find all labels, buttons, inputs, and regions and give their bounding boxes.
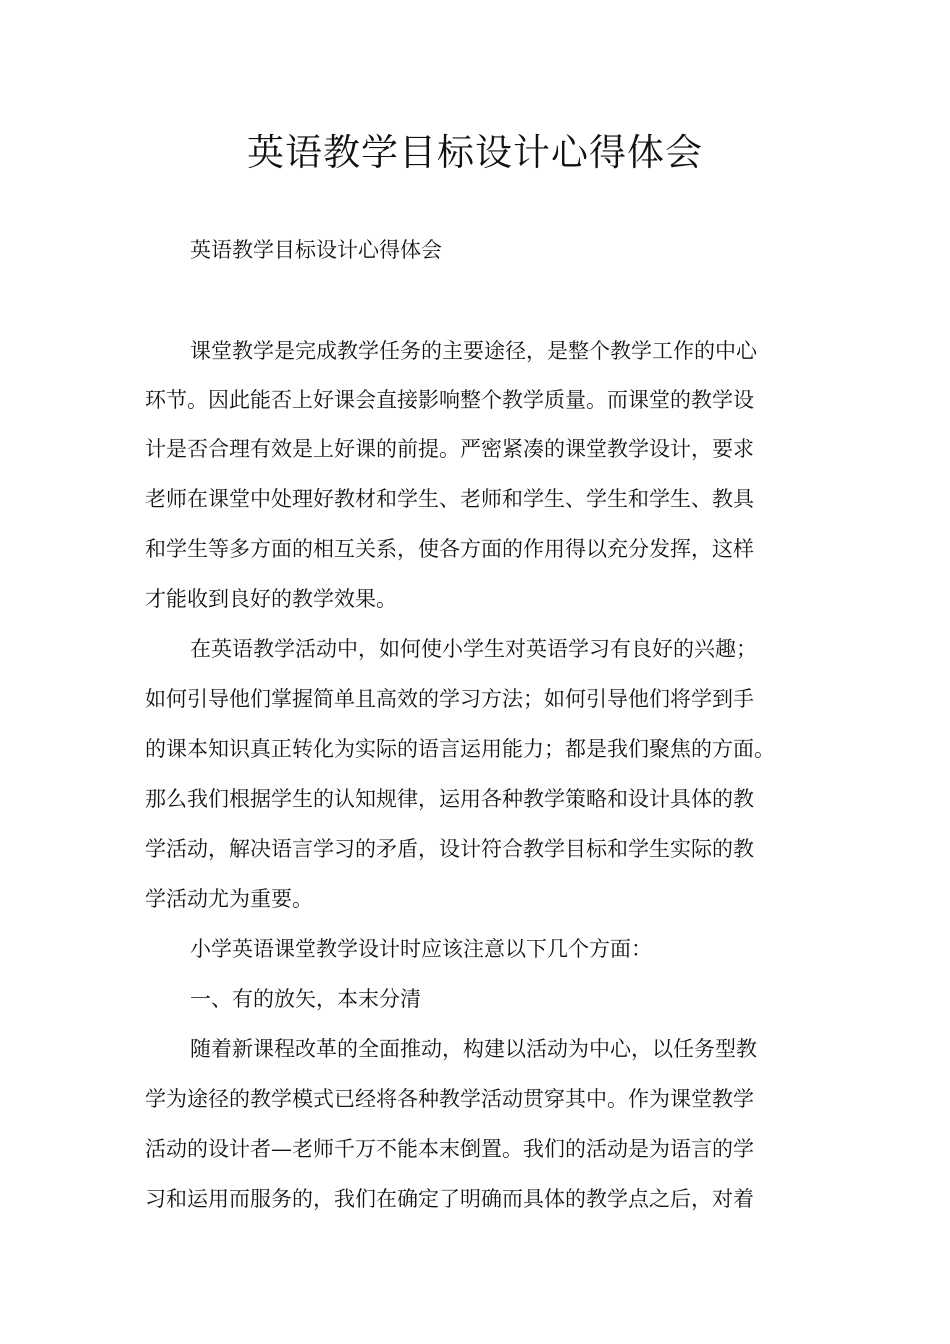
paragraph-line: 才能收到良好的教学效果。 xyxy=(145,587,397,611)
paragraph-line: 小学英语课堂教学设计时应该注意以下几个方面： xyxy=(190,937,652,961)
section-heading: 一、有的放矢，本末分清 xyxy=(190,987,421,1011)
paragraph-line: 随着新课程改革的全面推动，构建以活动为中心，以任务型教 xyxy=(190,1037,757,1061)
paragraph-line: 活动的设计者—老师千万不能本末倒置。我们的活动是为语言的学 xyxy=(145,1137,754,1161)
document-title: 英语教学目标设计心得体会 xyxy=(247,131,703,174)
paragraph-line: 如何引导他们掌握简单且高效的学习方法；如何引导他们将学到手 xyxy=(145,687,754,711)
paragraph-line: 老师在课堂中处理好教材和学生、老师和学生、学生和学生、教具 xyxy=(145,487,754,511)
paragraph-line: 计是否合理有效是上好课的前提。严密紧凑的课堂教学设计，要求 xyxy=(145,437,754,461)
paragraph-line: 的课本知识真正转化为实际的语言运用能力；都是我们聚焦的方面。 xyxy=(145,737,775,761)
paragraph-line: 课堂教学是完成教学任务的主要途径，是整个教学工作的中心 xyxy=(190,339,757,363)
paragraph-line: 学活动尤为重要。 xyxy=(145,887,313,911)
paragraph-line: 环节。因此能否上好课会直接影响整个教学质量。而课堂的教学设 xyxy=(145,388,754,412)
document-subtitle: 英语教学目标设计心得体会 xyxy=(190,238,442,262)
paragraph-line: 在英语教学活动中，如何使小学生对英语学习有良好的兴趣； xyxy=(190,637,757,661)
paragraph-line: 那么我们根据学生的认知规律，运用各种教学策略和设计具体的教 xyxy=(145,787,754,811)
paragraph-line: 学为途径的教学模式已经将各种教学活动贯穿其中。作为课堂教学 xyxy=(145,1087,754,1111)
paragraph-line: 学活动，解决语言学习的矛盾，设计符合教学目标和学生实际的教 xyxy=(145,837,754,861)
paragraph-line: 习和运用而服务的，我们在确定了明确而具体的教学点之后，对着 xyxy=(145,1187,754,1211)
paragraph-line: 和学生等多方面的相互关系，使各方面的作用得以充分发挥，这样 xyxy=(145,537,754,561)
